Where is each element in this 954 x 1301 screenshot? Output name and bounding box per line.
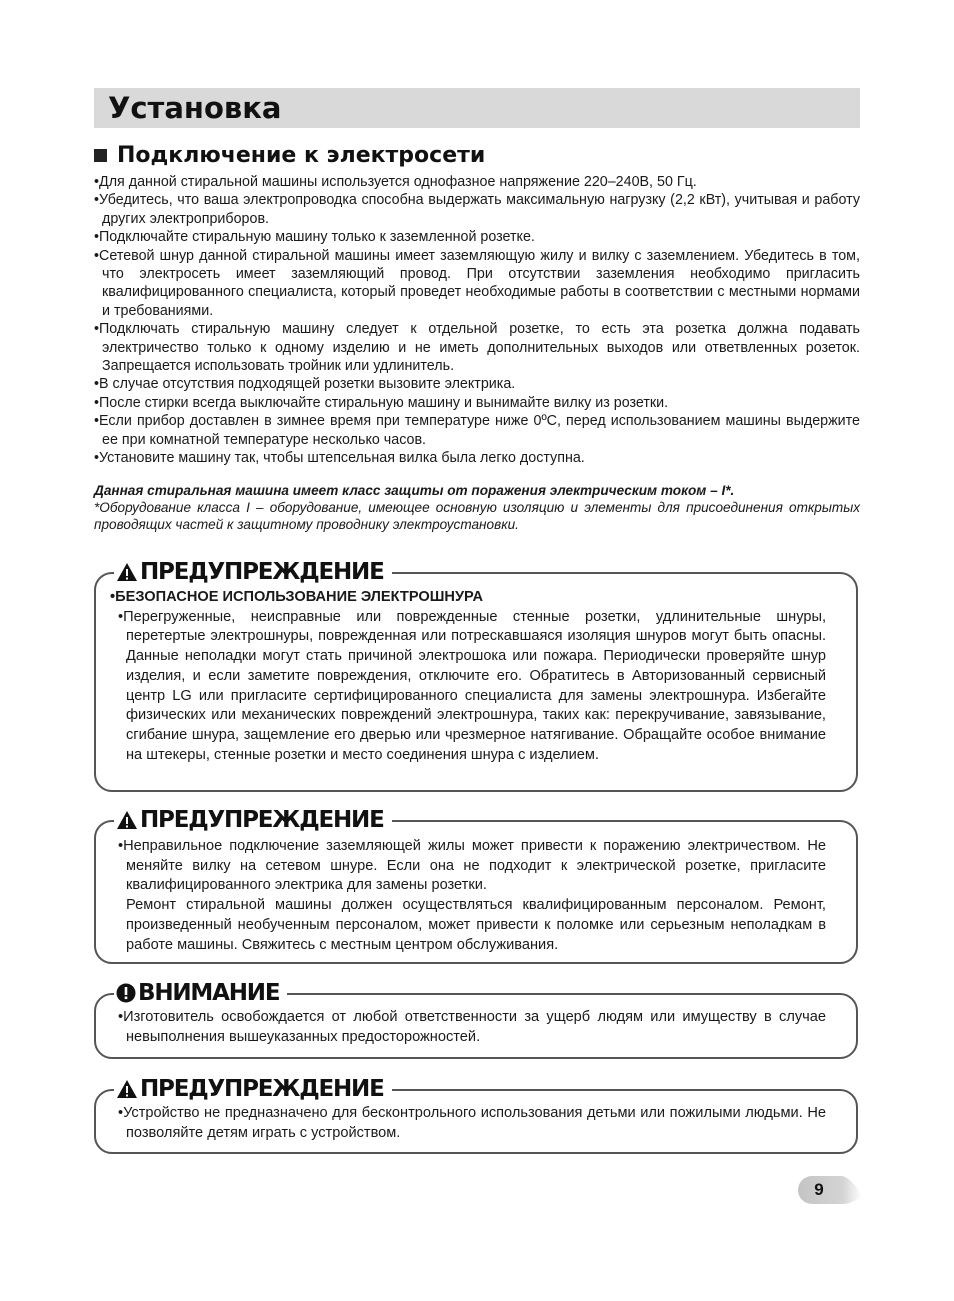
list-item: • Если прибор доставлен в зимнее время при температуре ниже 0ºC, перед использованием машины выдержите ее при комнатной температуре несколько часов. bbox=[94, 412, 860, 449]
warning-box-grounding bbox=[94, 807, 858, 964]
section-title-text: Подключение к электросети bbox=[117, 143, 486, 168]
protection-class-statement: Данная стиральная машина имеет класс защиты от поражения электрическим током – I*. bbox=[94, 483, 735, 498]
page-number: 9 bbox=[814, 1180, 824, 1199]
page-number-badge bbox=[796, 1174, 862, 1206]
warning-text: Ремонт стиральной машины должен осуществляться квалифицированным персоналом. Ремонт, произведенный необученным персоналом, может привести к поломке или серьезным неполадкам в работе машины. Свяжитесь с местным центром обслуживания. bbox=[126, 897, 826, 953]
list-item: • Убедитесь, что ваша электропроводка способна выдержать максимальную нагрузку (2,2 кВт), учитывая и работу других электроприборов. bbox=[94, 191, 860, 228]
warning-title bbox=[114, 808, 392, 832]
caution-title bbox=[114, 981, 287, 1005]
warning-title bbox=[114, 560, 392, 584]
cord-safety-subhead: • БЕЗОПАСНОЕ ИСПОЛЬЗОВАНИЕ ЭЛЕКТРОШНУРА bbox=[118, 588, 826, 608]
warning-title bbox=[114, 1077, 392, 1101]
warning-triangle-icon bbox=[116, 1079, 138, 1099]
square-bullet-icon bbox=[94, 149, 107, 162]
caution-text: • Изготовитель освобождается от любой ответственности за ущерб людям или имуществу в случае невыполнения вышеуказанных предосторожностей. bbox=[118, 1008, 826, 1047]
warning-text: • Неправильное подключение заземляющей жилы может привести к поражению электричеством. Не меняйте вилку на сетевом шнуре. Если она не подходит к электрической розетке, пригласите квалифицированного электрика для замены розетки. bbox=[118, 837, 826, 896]
warning-text: • Перегруженные, неисправные или поврежденные стенные розетки, удлинительные шнуры, перетертые электрошнуры, поврежденная или потрескавшаяся изоляция шнуров могут быть опасны. Данные неполадки могут стать причиной электрошока или пожара. Периодически проверяйте шнур изделия, и если заметите повреждения, отключите его. Обратитесь в Авторизованный сервисный центр LG или пригласите сертифицированного специалиста для замены электрошнура. Избегайте физических или механических повреждений электрошнура, таких как: перекручивание, завязывание, сгибание шнура, защемление его дверью или чрезмерное натягивание. Обращайте особое внимание на штекеры, стенные розетки и место соединения шнура с изделием. bbox=[118, 608, 826, 766]
caution-box bbox=[94, 980, 858, 1059]
protection-class-footnote: *Оборудование класса I – оборудование, имеющее основную изоляцию и элементы для присоединения открытых проводящих частей к защитному проводнику электроустановки. bbox=[94, 500, 860, 533]
list-item: • Установите машину так, чтобы штепсельная вилка была легко доступна. bbox=[94, 449, 860, 467]
caution-title-text: ВНИМАНИЕ bbox=[138, 980, 280, 1006]
list-item: • В случае отсутствия подходящей розетки вызовите электрика. bbox=[94, 375, 860, 393]
list-item: • После стирки всегда выключайте стиральную машину и вынимайте вилку из розетки. bbox=[94, 394, 860, 412]
warning-text: • Устройство не предназначено для бесконтрольного использования детьми или пожилыми людьми. Не позволяйте детям играть с устройством. bbox=[118, 1104, 826, 1143]
warning-title-text: ПРЕДУПРЕЖДЕНИЕ bbox=[140, 1076, 384, 1102]
warning-title-text: ПРЕДУПРЕЖДЕНИЕ bbox=[140, 807, 384, 833]
warning-box-cord bbox=[94, 559, 858, 792]
bullet-list bbox=[94, 173, 860, 468]
warning-title-text: ПРЕДУПРЕЖДЕНИЕ bbox=[140, 559, 384, 585]
warning-triangle-icon bbox=[116, 562, 138, 582]
warning-triangle-icon bbox=[116, 810, 138, 830]
list-item: • Для данной стиральной машины используется однофазное напряжение 220–240В, 50 Гц. bbox=[94, 173, 860, 191]
section-title bbox=[94, 143, 485, 168]
list-item: • Подключать стиральную машину следует к отдельной розетке, то есть эта розетка должна подавать электричество только к одному изделию и не иметь дополнительных выходов или ответвленных розеток. Запрещается использовать тройник или удлинитель. bbox=[94, 320, 860, 375]
protection-class-note bbox=[94, 482, 860, 534]
header-bar bbox=[94, 88, 860, 128]
list-item: • Сетевой шнур данной стиральной машины имеет заземляющую жилу и вилку с заземлением. Убедитесь в том, что электросеть имеет заземляющий провод. При отсутствии заземления необходимо пригласить квалифицированного специалиста, который проведет необходимые работы в соответствии с местными нормами и требованиями. bbox=[94, 247, 860, 321]
warning-box-children bbox=[94, 1076, 858, 1154]
exclamation-circle-icon bbox=[116, 983, 136, 1003]
list-item: • Подключайте стиральную машину только к заземленной розетке. bbox=[94, 228, 860, 246]
page-title: Установка bbox=[108, 91, 282, 125]
